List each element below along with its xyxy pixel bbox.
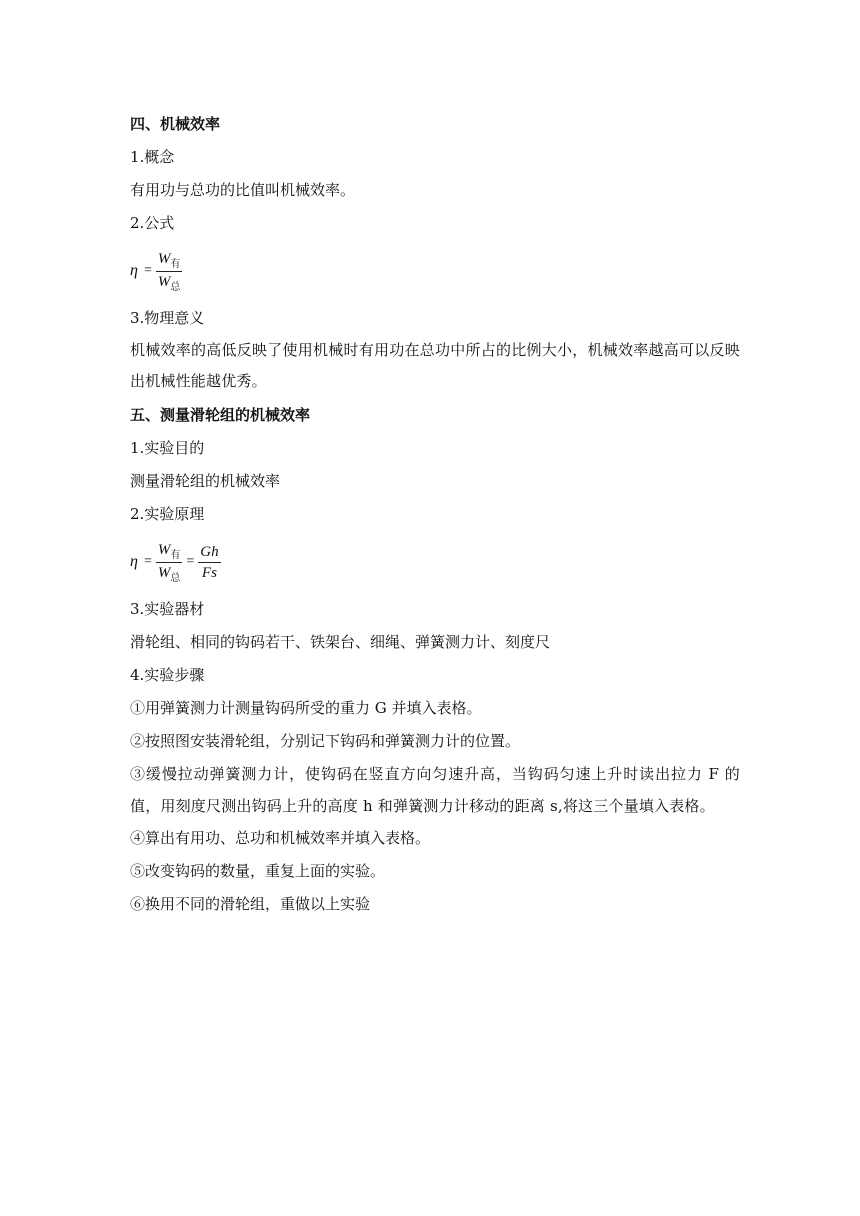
step-2: ②按照图安装滑轮组，分别记下钩码和弹簧测力计的位置。 — [130, 732, 521, 750]
fraction-numerator — [156, 540, 183, 562]
step-1: ①用弹簧测力计测量钩码所受的重力 G 并填入表格。 — [130, 699, 482, 717]
steps-subheading: 4.实验步骤 — [130, 666, 205, 684]
fs-denominator: Fs — [201, 564, 217, 581]
equals-sign-2: = — [186, 554, 195, 569]
step-6: ⑥换用不同的滑轮组，重做以上实验 — [130, 895, 371, 913]
formula-subheading: 2.公式 — [130, 214, 175, 232]
step-3: ③缓慢拉动弹簧测力计，使钩码在竖直方向匀速升高，当钩码匀速上升时读出拉力 F 的值，用刻度尺测出钩码上升的高度 h 和弹簧测力计移动的距离 s,将这三个量填入表格。 — [130, 765, 740, 815]
equals-sign: = — [143, 554, 152, 569]
purpose-subheading: 1.实验目的 — [130, 439, 205, 457]
eta-symbol: η — [130, 262, 138, 279]
denominator-w: W — [157, 273, 171, 290]
equipment-text: 滑轮组、相同的钩码若干、铁架台、细绳、弹簧测力计、刻度尺 — [130, 633, 551, 651]
denominator-subscript: 总 — [170, 572, 181, 584]
equals-sign: = — [143, 263, 152, 278]
step-4: ④算出有用功、总功和机械效率并填入表格。 — [130, 829, 431, 847]
principle-formula — [130, 531, 750, 593]
eta-symbol: η — [130, 553, 138, 570]
numerator-subscript: 有 — [170, 549, 181, 561]
concept-text: 有用功与总功的比值叫机械效率。 — [130, 181, 356, 199]
efficiency-formula — [130, 240, 750, 302]
denominator-subscript: 总 — [170, 281, 181, 293]
work-fraction — [156, 540, 183, 585]
principle-subheading: 2.实验原理 — [130, 505, 205, 523]
section-5-heading: 五、测量滑轮组的机械效率 — [130, 406, 311, 424]
step-5: ⑤改变钩码的数量，重复上面的实验。 — [130, 862, 386, 880]
fraction-numerator — [156, 249, 183, 271]
fraction-denominator — [156, 272, 183, 294]
gh-fs-fraction — [198, 542, 220, 583]
fraction — [156, 249, 183, 294]
section-4-heading: 四、机械效率 — [130, 115, 221, 133]
denominator-w: W — [157, 564, 171, 581]
equipment-subheading: 3.实验器材 — [130, 600, 205, 618]
purpose-text: 测量滑轮组的机械效率 — [130, 472, 281, 490]
numerator-w: W — [157, 541, 171, 558]
fraction-denominator — [156, 563, 183, 585]
gh-numerator: Gh — [200, 543, 219, 560]
document-page — [130, 108, 750, 921]
numerator-w: W — [157, 250, 171, 267]
numerator-subscript: 有 — [170, 258, 181, 270]
concept-subheading: 1.概念 — [130, 148, 175, 166]
physical-meaning-subheading: 3.物理意义 — [130, 309, 205, 327]
physical-meaning-text: 机械效率的高低反映了使用机械时有用功在总功中所占的比例大小，机械效率越高可以反映出机械性能越优秀。 — [130, 341, 740, 390]
